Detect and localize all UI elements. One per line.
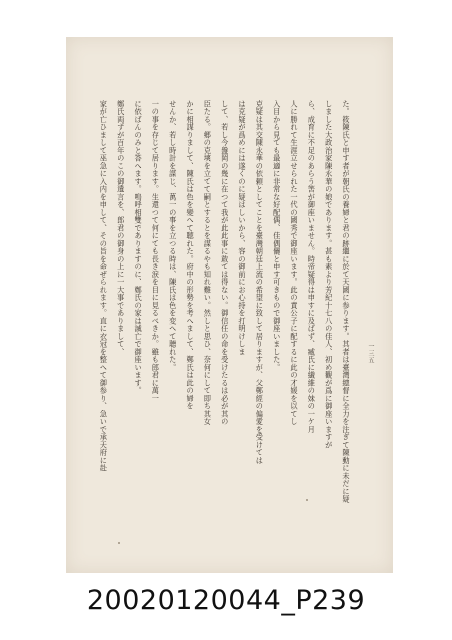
text-line: 人に勝れて生涯立せられた一代の國秀で御座います。此の責公子に配するに此の才媛を以てし <box>290 100 300 426</box>
text-line: 臣たる。郷の克塽を立てて嗣とするとを謀るやも知れ難い。然しと思ひ、奈何にして即ち其女 <box>203 100 213 426</box>
page-number: 一三五 <box>367 343 374 364</box>
paper-speck <box>118 542 120 544</box>
text-line: して、若し今盤岡の幾に在つて我が此此事に敢ては得ない。御信任の命を受けたるは必が其の <box>220 100 230 426</box>
text-line: に依ばんのみと答へます。嗚呼相雙でありますのに、鄭氏の家は滅亡で御座います。 <box>134 100 144 395</box>
text-line: 克疑は其交陳永華の依頼としてことを臺灣朝廷上流の希望に致して居りますが、父鄭經の偏愛を受けては <box>255 100 265 465</box>
text-line: 一の事を存じて居ります。生還つて何にても長き涙を目に見るべきか。雖も郎君に萬一 <box>151 100 161 403</box>
text-line: 入目から見ても最適に非常な好配偶、佳偶儷と申す可きもので御座いました。 <box>272 100 282 372</box>
paper-speck <box>306 499 308 501</box>
text-line: せんか、若し時計を謀じ、萬一の事を立つる時は、陳氏は色を変へて聴れた。 <box>168 100 178 372</box>
text-line: 家が亡ひまして巫急に入内を申して、その旨を命ぜられます。直に衣冠を整へて御参り、急いで承天府に赴 <box>99 100 109 472</box>
text-line: しました大政治家陳永華の娘であります。甚も素より芳紀十七八の佳人、初め觀が爲に御座いますが <box>324 100 334 449</box>
vertical-text-block <box>99 100 351 503</box>
text-line: た。筱陳氏と申す者が朝氏の養婦と君の跡繼に於て天國に参ります。其者は臺灣總督に全力を注ぎて陳動に未だに疑 <box>342 100 351 503</box>
text-line: かに相謀りまして、陳氏は色を變へて聴れた。府中の形勢を考へまして、鄭氏は此の婦を <box>186 100 196 410</box>
image-caption: 20020120044_P239 <box>86 585 366 616</box>
text-line: 鄭氏両ずが百年のこの御遺言を、郎君の御身の上に一大事でありまして、 <box>116 100 126 356</box>
text-line: ら、成育に不足のあらう筈が御座いません。時帝疑得は申すに及ばず、臧氏に繊維の妹の一ケ月 <box>307 100 317 434</box>
text-line: は克疑が爲めには遂くのに疑はしいから、容の御前にお心持を打明けしま <box>238 100 248 356</box>
